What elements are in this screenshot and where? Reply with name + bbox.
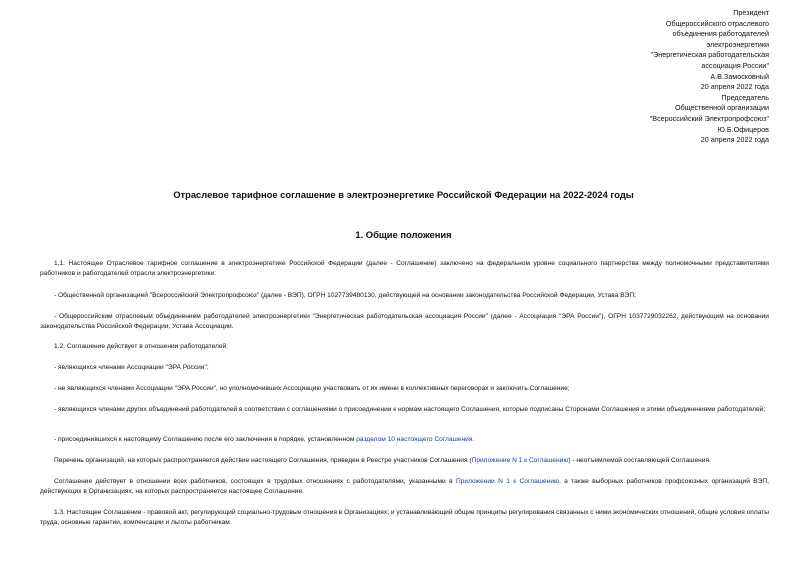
approval-line: "Энергетическая работодательская	[650, 50, 769, 60]
paragraph-vep: - Общественной организацией "Всероссийский Электропрофсоюз" (далее - ВЭП), ОГРН 1027739480130, действующей на основании законодательства Российской Федерации, Устава ВЭП;	[54, 292, 636, 299]
paragraph-employees	[40, 477, 769, 497]
paragraph-other-associations: - являющихся членами других объединений работодателей в соответствии с соглашениями о присоединении к нормам настоящего Соглашения, которые подписаны Сторонами Соглашения и этими объединениями работодателей;	[54, 406, 766, 413]
approval-line: А.В.Замосковный	[710, 71, 769, 81]
paragraph-1-1: 1.1. Настоящее Отраслевое тарифное соглашение в электроэнергетике Российской Федерации (далее - Соглашение) заключено на федеральном уровне социального партнерства между полномочными представителями работников и работодателей отрасли электроэнергетики:	[40, 260, 769, 277]
section-10-link[interactable]: разделом 10 настоящего Соглашения	[356, 436, 473, 443]
paragraph-text: , а также выборных работников профсоюзных организаций ВЭП, действующих в Организациях, на которых распространяется настоящее Соглашение.	[40, 478, 769, 495]
paragraph-text: Соглашение действует в отношении всех работников, состоящих в трудовых отношениях с работодателями, указанными в	[54, 478, 456, 485]
approval-line: Президент	[733, 8, 769, 17]
paragraph-joined	[40, 435, 769, 445]
appendix-1-link[interactable]: Приложение N 1 к Соглашению	[471, 457, 569, 464]
approval-line: 20 апреля 2022 года	[700, 135, 769, 145]
approval-line: электроэнергетики	[706, 39, 769, 49]
paragraph-text: ) - неотъемлемой составляющей Соглашения.	[568, 457, 711, 464]
paragraph-1-2: 1.2. Соглашение действует в отношении работодателей:	[54, 343, 229, 350]
approval-line: Общественной организации	[675, 103, 769, 113]
appendix-1-link[interactable]: Приложении N 1 к Соглашению	[456, 478, 559, 485]
approval-line: Общероссийского отраслевого	[665, 18, 769, 28]
paragraph-1-3: 1.3. Настоящее Соглашение - правовой акт, регулирующий социально-трудовые отношения в Организациях; и устанавливающий общие принципы регулирования связанных с ними экономических отношений, общие условия оплаты труда, основные гарантии, компенсации и льготы работникам.	[40, 509, 769, 526]
paragraph-era: - Общероссийским отраслевым объединением работодателей электроэнергетики "Энергетическая работодательская ассоциация России" (далее - Ассоциация "ЭРА России"), ОГРН 1037729032262, действующим на основании законодательства Российской Федерации, Устава Ассоциации.	[40, 313, 769, 330]
paragraph-text: .	[472, 436, 475, 443]
document-title: Отраслевое тарифное соглашение в электроэнергетике Российской Федерации на 2022-2024 годы	[173, 189, 634, 200]
paragraph-non-members: - не являющихся членами Ассоциации "ЭРА России", но уполномочивших Ассоциацию участвовать от их имени в коллективных переговорах и заключить Соглашение;	[54, 385, 570, 392]
paragraph-text: Перечень организаций, на которых распространяется действие настоящего Соглашения, приведен в Реестре участников Соглашения (	[54, 457, 472, 464]
approval-line: "Всероссийский Электропрофсоюз"	[649, 113, 769, 123]
paragraph-text: - присоединившихся к настоящему Соглашению после его заключения в порядке, установленном	[54, 436, 357, 443]
section-title: 1. Общие положения	[355, 229, 452, 240]
approval-line: ассоциация России"	[701, 60, 769, 70]
approval-line: 20 апреля 2022 года	[700, 82, 769, 92]
approval-line: Ю.Б.Офицеров	[717, 124, 769, 134]
paragraph-registry	[40, 456, 769, 466]
approval-line: Председатель	[721, 92, 769, 102]
paragraph-members: - являющихся членами Ассоциации "ЭРА России";	[54, 364, 209, 371]
approval-line: объединения работодателей	[672, 29, 769, 39]
approval-block	[539, 8, 769, 146]
